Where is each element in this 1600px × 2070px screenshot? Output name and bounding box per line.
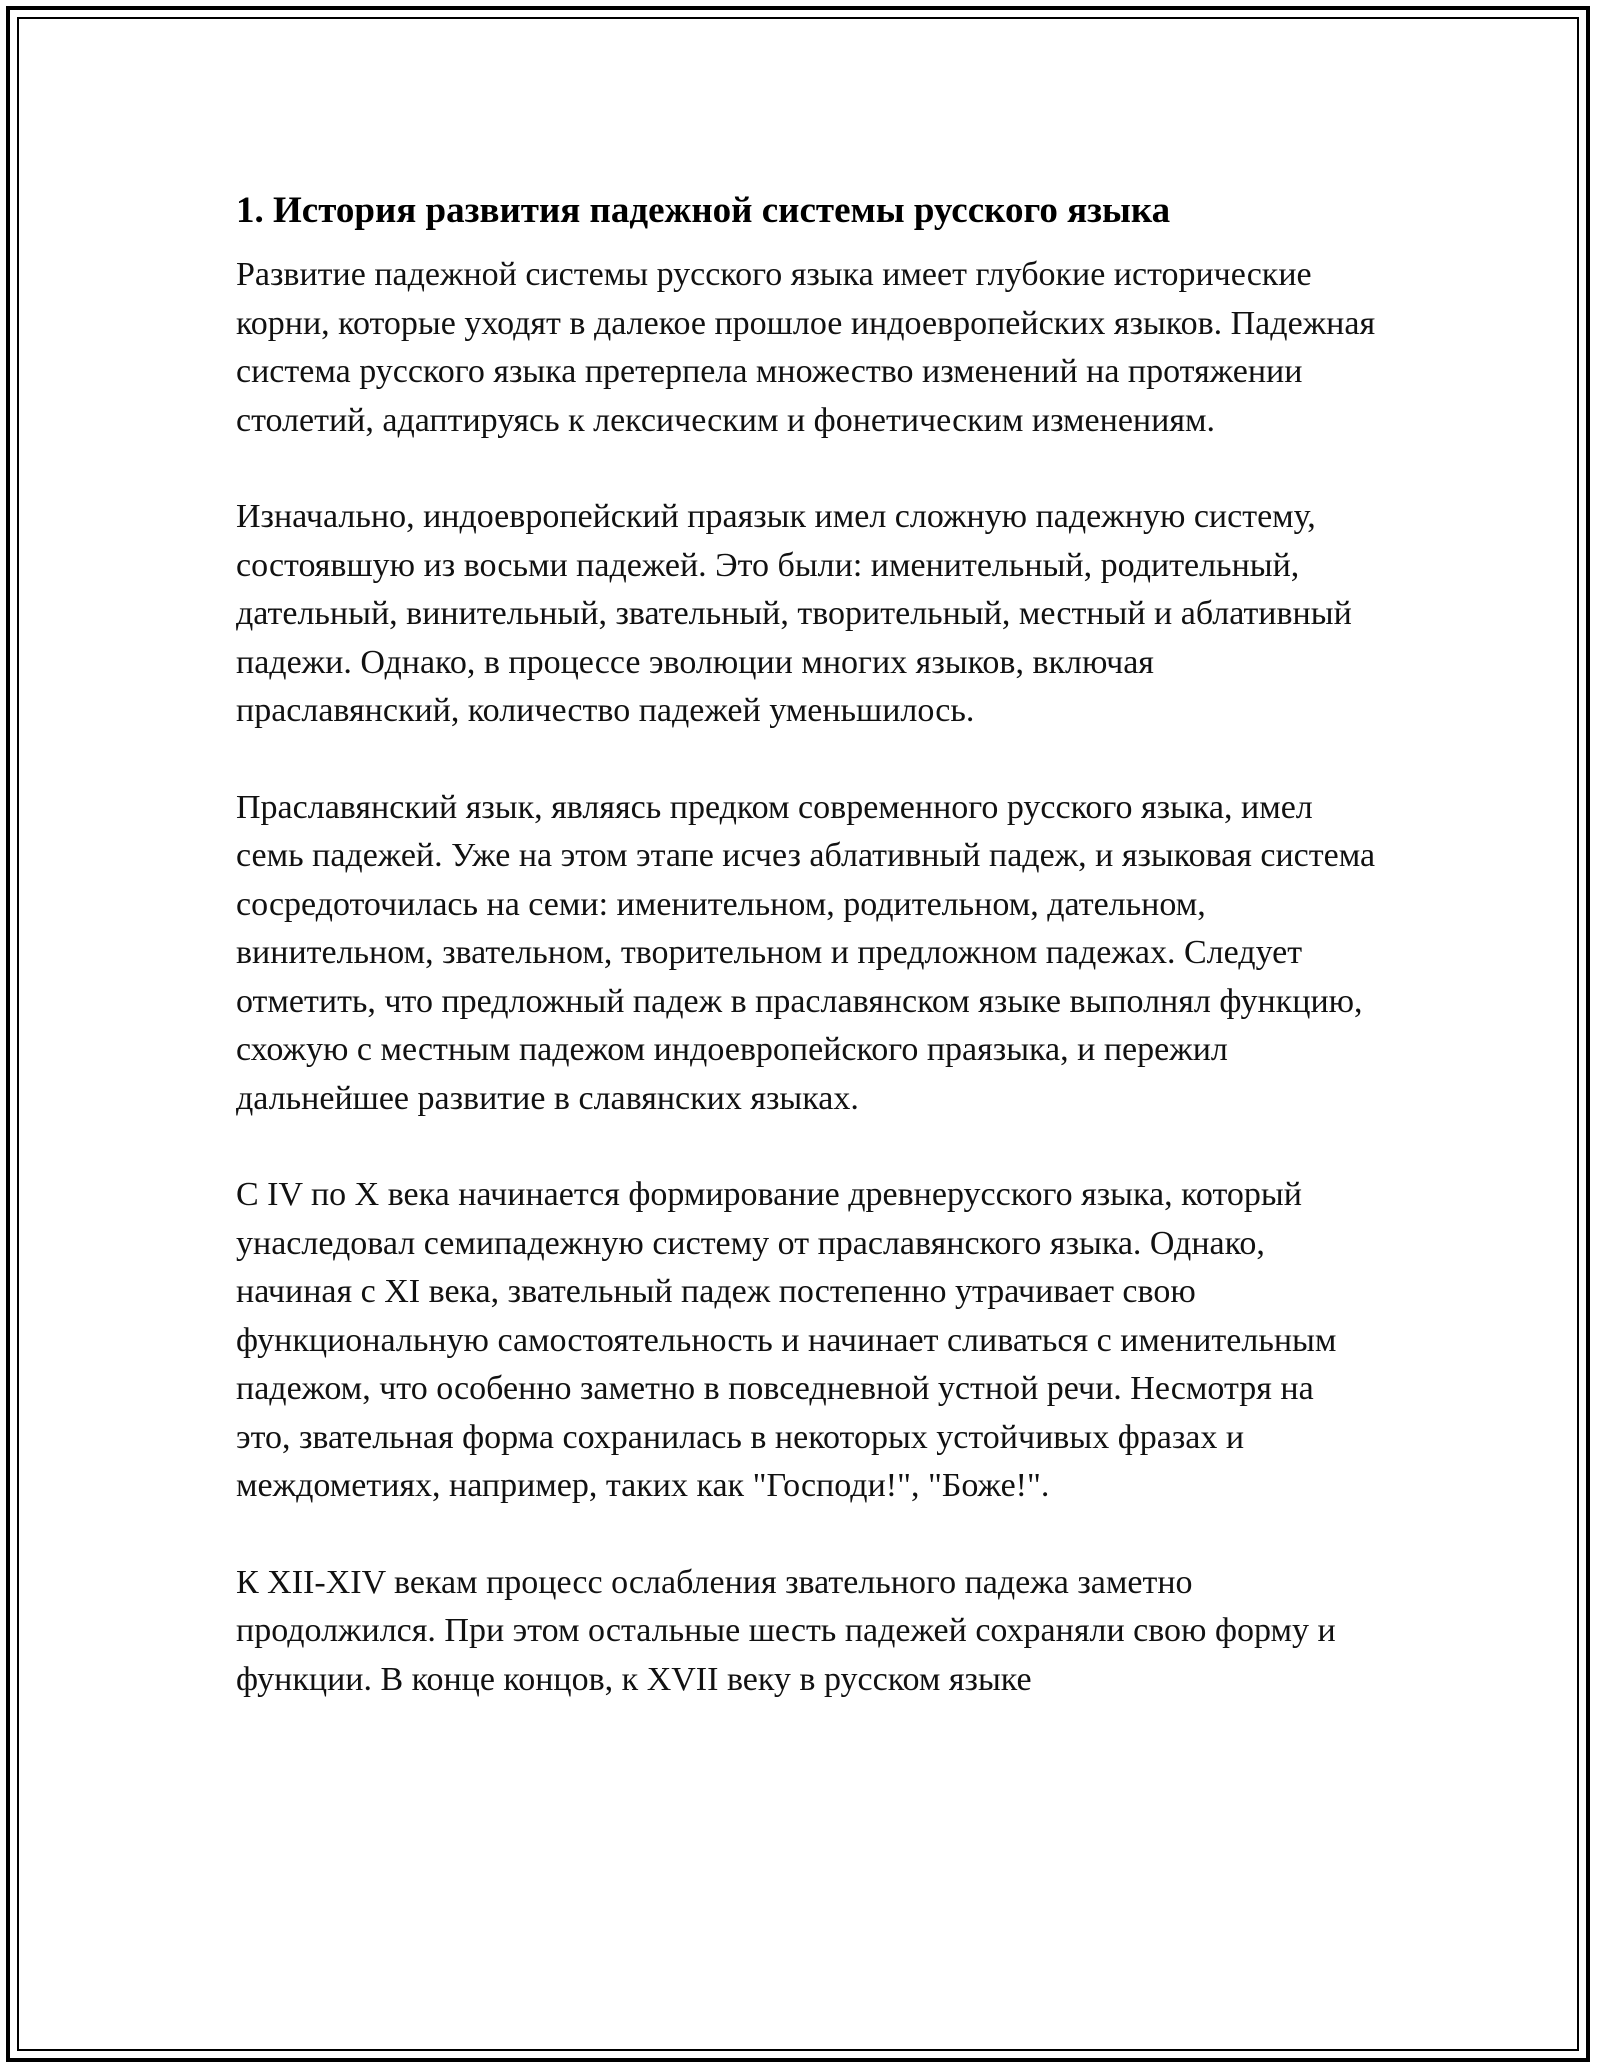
paragraph-3: Праславянский язык, являясь предком современного русского языка, имел семь падежей. Уже на этом этапе исчез аблативный падеж, и языковая система сосредоточилась на семи: именительном, родительном, дательном, винительном, звательном, творительном и предложном падежах. Следует отметить, что предложный падеж в праславянском языке выполнял функцию, схожую с местным падежом индоевропейского праязыка, и пережил дальнейшее развитие в славянских языках. — [236, 788, 1376, 1117]
section-heading: 1. История развития падежной системы русского языка — [236, 190, 1171, 231]
document-body — [236, 185, 1376, 1752]
paragraph-2: Изначально, индоевропейский праязык имел сложную падежную систему, состоявшую из восьми падежей. Это были: именительный, родительный, дательный, винительный, звательный, творительный, местный и аблативный падежи. Однако, в процессе эволюции многих языков, включая праславянский, количество падежей уменьшилось. — [236, 498, 1352, 729]
paragraph-4: С IV по X века начинается формирование древнерусского языка, который унаследовал семипадежную систему от праславянского языка. Однако, начиная с XI века, звательный падеж постепенно утрачивает свою функциональную самостоятельность и начинает сливаться с именительным падежом, что особенно заметно в повседневной устной речи. Несмотря на это, звательная форма сохранилась в некоторых устойчивых фразах и междометиях, например, таких как "Господи!", "Боже!". — [236, 1176, 1337, 1504]
paragraph-5: К XII-XIV векам процесс ослабления звательного падежа заметно продолжился. При этом остальные шесть падежей сохраняли свою форму и функции. В конце концов, к XVII веку в русском языке — [236, 1563, 1336, 1698]
paragraph-1: Развитие падежной системы русского языка имеет глубокие исторические корни, которые уходят в далекое прошлое индоевропейских языков. Падежная система русского языка претерпела множество изменений на протяжении столетий, адаптируясь к лексическим и фонетическим изменениям. — [236, 256, 1376, 439]
